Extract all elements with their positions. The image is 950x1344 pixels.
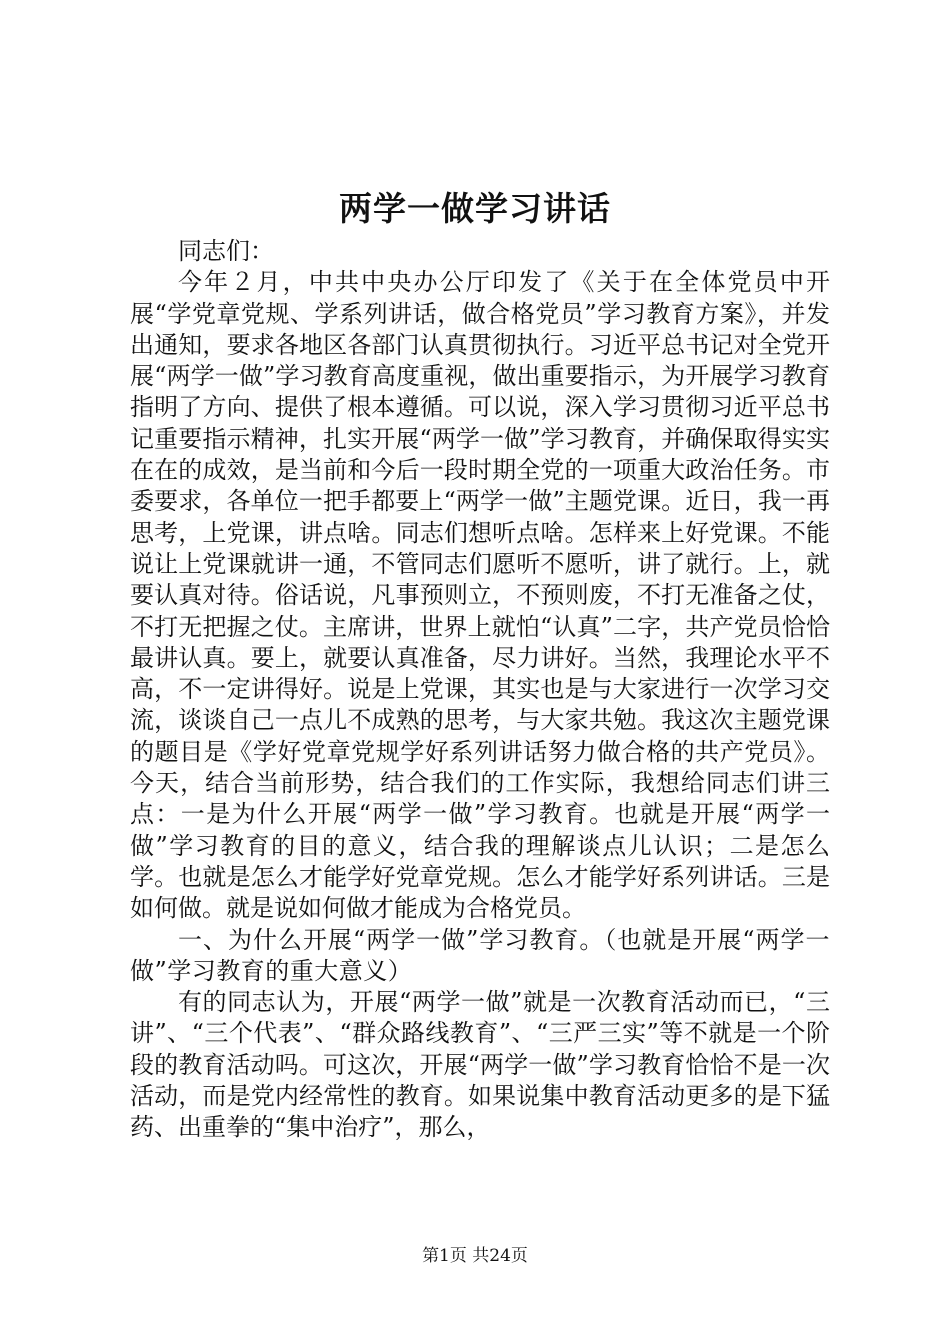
document-body [130,236,830,1144]
paragraph-intro: 今年２月，中共中央办公厅印发了《关于在全体党员中开展“学党章党规、学系列讲话，做合格党员”学习教育方案》，并发出通知，要求各地区各部门认真贯彻执行。习近平总书记对全党开展“两学一做”学习教育高度重视，做出重要指示，为开展学习教育指明了方向、提供了根本遵循。可以说，深入学习贯彻习近平总书记重要指示精神，扎实开展“两学一做”学习教育，并确保取得实实在在的成效，是当前和今后一段时期全党的一项重大政治任务。市委要求，各单位一把手都要上“两学一做”主题党课。近日，我一再思考，上党课，讲点啥。同志们想听点啥。怎样来上好党课。不能说让上党课就讲一通，不管同志们愿听不愿听，讲了就行。上，就要认真对待。俗话说，凡事预则立，不预则废，不打无准备之仗，不打无把握之仗。主席讲，世界上就怕“认真”二字，共产党员恰恰最讲认真。要上，就要认真准备，尽力讲好。当然，我理论水平不高，不一定讲得好。说是上党课，其实也是与大家进行一次学习交流，谈谈自己一点儿不成熟的思考，与大家共勉。我这次主题党课的题目是《学好党章党规学好系列讲话努力做合格的共产党员》。今天，结合当前形势，结合我们的工作实际，我想给同志们讲三点：一是为什么开展“两学一做”学习教育。也就是开展“两学一做”学习教育的目的意义，结合我的理解谈点儿认识；二是怎么学。也就是怎么才能学好党章党规。怎么才能学好系列讲话。三是如何做。就是说如何做才能成为合格党员。 [130,268,830,923]
page-footer: 第1页 共24页 [422,1246,528,1266]
document-title: 两学一做学习讲话 [339,189,611,228]
section-heading-1: 一、为什么开展“两学一做”学习教育。（也就是开展“两学一做”学习教育的重大意义） [130,925,830,985]
paragraph-section-1: 有的同志认为，开展“两学一做”就是一次教育活动而已，“三讲”、“三个代表”、“群众路线教育”、“三严三实”等不就是一个阶段的教育活动吗。可这次，开展“两学一做”学习教育恰恰不是一次活动，而是党内经常性的教育。如果说集中教育活动更多的是下猛药、出重拳的“集中治疗”，那么， [130,988,830,1142]
salutation: 同志们： [178,237,274,265]
